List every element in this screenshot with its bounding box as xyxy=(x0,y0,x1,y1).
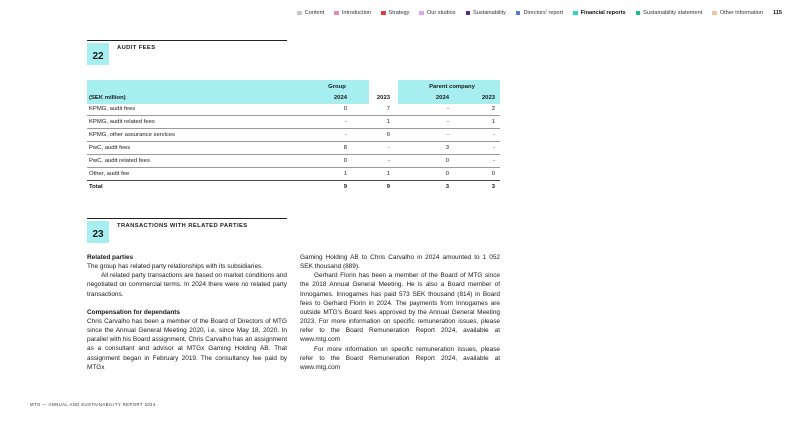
cell-value: 0 xyxy=(343,106,347,112)
nav-swatch-icon xyxy=(516,11,521,16)
table-row xyxy=(87,169,500,180)
table-row xyxy=(87,130,500,141)
nav-swatch-icon xyxy=(334,11,339,16)
nav-swatch-icon xyxy=(381,11,386,16)
section-title: TRANSACTIONS WITH RELATED PARTIES xyxy=(117,223,248,229)
nav-label: Sustainability statement xyxy=(643,10,703,16)
year-header: 2024 xyxy=(435,95,449,101)
cell-value: - xyxy=(493,132,495,138)
row-label: Other, audit fee xyxy=(89,171,130,177)
cell-value: - xyxy=(493,145,495,151)
section-23-header xyxy=(87,218,287,240)
nav-label: Strategy xyxy=(388,10,410,16)
table-row xyxy=(87,156,500,167)
total-divider xyxy=(87,180,500,181)
group-label: Group xyxy=(328,84,346,90)
row-divider xyxy=(87,115,500,116)
nav-swatch-icon xyxy=(419,11,424,16)
cell-value: 0 xyxy=(343,158,347,164)
nav-swatch-icon xyxy=(466,11,471,16)
paragraph: Gerhard Florin has been a member of the Board of MTG since the 2018 Annual General Meeting. He is also a Board member of Innogames. Innogames has paid 573 SEK thousand (814) in Board fees to Gerhard Florin in 2024. The payments from Innogames are outside MTG's Board fees approved by the Annual General Meeting 2023. For more information on specific remuneration issues, please refer to the Board Remuneration Report 2024, available at www.mtg.com xyxy=(300,272,500,344)
year-header: 2023 xyxy=(376,95,390,101)
row-divider xyxy=(87,154,500,155)
nav-sustainability-statement[interactable] xyxy=(636,10,703,16)
cell-value: 0 xyxy=(445,171,449,177)
cell-value: 2 xyxy=(491,106,495,112)
nav-strategy[interactable] xyxy=(381,10,409,16)
nav-introduction[interactable] xyxy=(334,10,371,16)
total-value: 3 xyxy=(491,184,495,190)
cell-value: - xyxy=(447,119,449,125)
table-row xyxy=(87,143,500,154)
top-navigation xyxy=(287,10,782,16)
row-label: KPMG, other assurance services xyxy=(89,132,176,138)
total-label: Total xyxy=(89,184,103,190)
nav-content[interactable] xyxy=(297,10,324,16)
nav-directors-report[interactable] xyxy=(516,10,563,16)
page-footer: MTG — ANNUAL AND SUSTAINABILITY REPORT 2024 xyxy=(30,402,156,407)
cell-value: 0 xyxy=(386,132,390,138)
paragraph: For more information on specific remuneration issues, please refer to the Board Remuneration Report 2024, available at www.mtg.com xyxy=(300,345,500,371)
nav-sustainability[interactable] xyxy=(466,10,506,16)
year-header: 2024 xyxy=(333,95,347,101)
nav-swatch-icon xyxy=(636,11,641,16)
cell-value: 1 xyxy=(343,171,347,177)
cell-value: 8 xyxy=(343,145,347,151)
table-group-header-row xyxy=(87,82,500,93)
row-divider xyxy=(87,128,500,129)
cell-value: 0 xyxy=(491,171,495,177)
row-label: PwC, audit fees xyxy=(89,145,131,151)
nav-label: Other information xyxy=(719,10,763,16)
cell-value: - xyxy=(388,145,390,151)
text-column-left xyxy=(87,253,287,372)
row-label: KPMG, audit fees xyxy=(89,106,136,112)
row-label: KPMG, audit related fees xyxy=(89,119,155,125)
nav-label: Sustainability xyxy=(473,10,506,16)
nav-other-information[interactable] xyxy=(712,10,763,16)
table-total-row xyxy=(87,182,500,193)
cell-value: 1 xyxy=(386,171,390,177)
paragraph: Chris Carvalho has been a member of the Board of Directors of MTG since the Annual General Meeting 2020, i.e. since May 18, 2020. In parallel with his Board assignment, Chris Carvalho has an assignment as a consultant and advisor at MTGx Gaming Holding AB. That assignment began in February 2019. The consultancy fee paid by MTGx xyxy=(87,317,287,371)
cell-value: - xyxy=(447,132,449,138)
total-value: 3 xyxy=(445,184,449,190)
cell-value: - xyxy=(493,158,495,164)
nav-swatch-icon xyxy=(297,11,302,16)
row-divider xyxy=(87,141,500,142)
row-label: PwC, audit related fees xyxy=(89,158,150,164)
section-number: 23 xyxy=(87,221,109,243)
section-number: 22 xyxy=(87,43,109,65)
cell-value: 3 xyxy=(445,145,449,151)
unit-label: (SEK million) xyxy=(89,95,126,101)
cell-value: 1 xyxy=(491,119,495,125)
page-number: 115 xyxy=(772,10,782,16)
nav-swatch-icon xyxy=(712,11,717,16)
paragraph: All related party transactions are based on market conditions and negotiated on commercial terms. In 2024 there were no related party transactions. xyxy=(87,272,287,298)
year-header: 2023 xyxy=(481,95,495,101)
nav-label: Content xyxy=(304,10,325,16)
nav-label: Introduction xyxy=(341,10,372,16)
cell-value: - xyxy=(345,132,347,138)
cell-value: 7 xyxy=(386,106,390,112)
table-row xyxy=(87,104,500,115)
compensation-heading: Compensation for dependants xyxy=(87,308,180,316)
parent-company-label: Parent company xyxy=(429,84,475,90)
paragraph: The group has related party relationships with its subsidiaries. xyxy=(87,263,264,271)
nav-label: Our studios xyxy=(426,10,456,16)
nav-label: Financial reports xyxy=(580,10,626,16)
cell-value: - xyxy=(447,106,449,112)
nav-swatch-icon xyxy=(573,11,578,16)
nav-financial-reports[interactable] xyxy=(573,10,626,16)
cell-value: 1 xyxy=(386,119,390,125)
total-value: 9 xyxy=(343,184,347,190)
total-value: 9 xyxy=(386,184,390,190)
text-column-right xyxy=(300,253,500,372)
nav-label: Directors' report xyxy=(523,10,564,16)
row-divider xyxy=(87,167,500,168)
cell-value: - xyxy=(388,158,390,164)
paragraph: Gaming Holding AB to Chris Carvalho in 2024 amounted to 1 052 SEK thousand (889). xyxy=(300,254,500,271)
cell-value: - xyxy=(345,119,347,125)
section-22-header xyxy=(87,40,287,62)
section-title: AUDIT FEES xyxy=(117,45,156,51)
related-parties-heading: Related parties xyxy=(87,254,134,261)
table-row xyxy=(87,117,500,128)
nav-our-studios[interactable] xyxy=(419,10,455,16)
cell-value: 0 xyxy=(445,158,449,164)
table-year-header-row xyxy=(87,93,500,104)
